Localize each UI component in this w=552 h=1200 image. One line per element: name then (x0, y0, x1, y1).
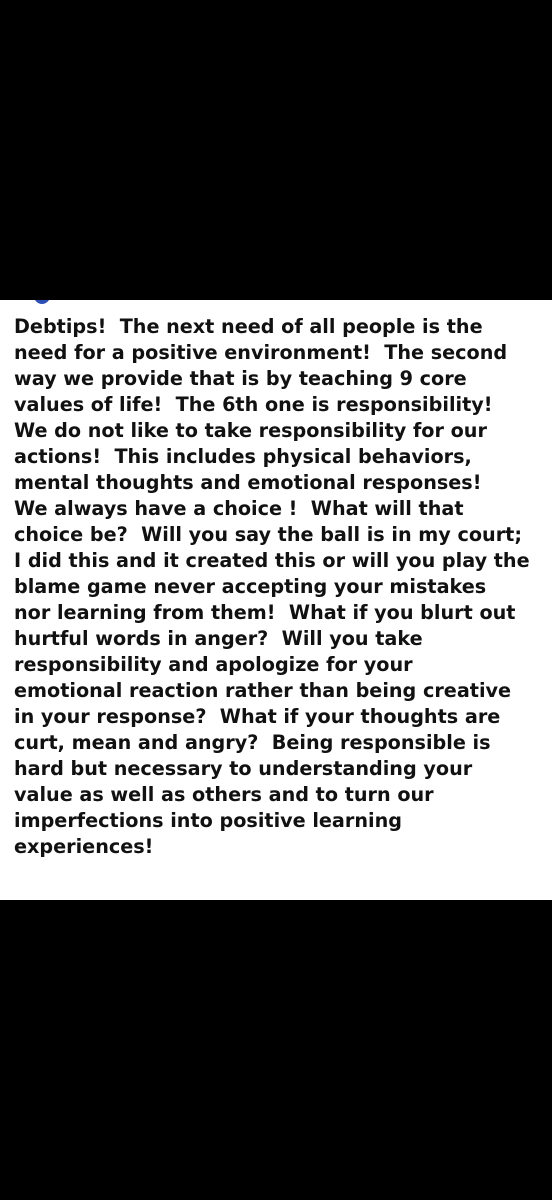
top-black-region (0, 0, 552, 300)
post-card (0, 300, 552, 900)
post-body-text: Debtips! The next need of all people is the need for a positive environment! The second way we provide that is by teaching 9 core values of life! The 6th one is responsibility! We do not like to take responsibility for our actions! This includes physical behaviors, mental thoughts and emotional responses! We always have a choice ! What will that choice be? Will you say the ball is in my court; I did this and it created this or will you play the blame game never accepting your mistakes nor learning from them! What if you blurt out hurtful words in anger? Will you take responsibility and apologize for your emotional reaction rather than being creative in your response? What if your thoughts are curt, mean and angry? Being responsible is hard but necessary to understanding your value as well as others and to turn our imperfections into positive learning experiences! (14, 315, 530, 858)
bottom-black-region (0, 900, 552, 1200)
avatar-icon (34, 300, 50, 304)
